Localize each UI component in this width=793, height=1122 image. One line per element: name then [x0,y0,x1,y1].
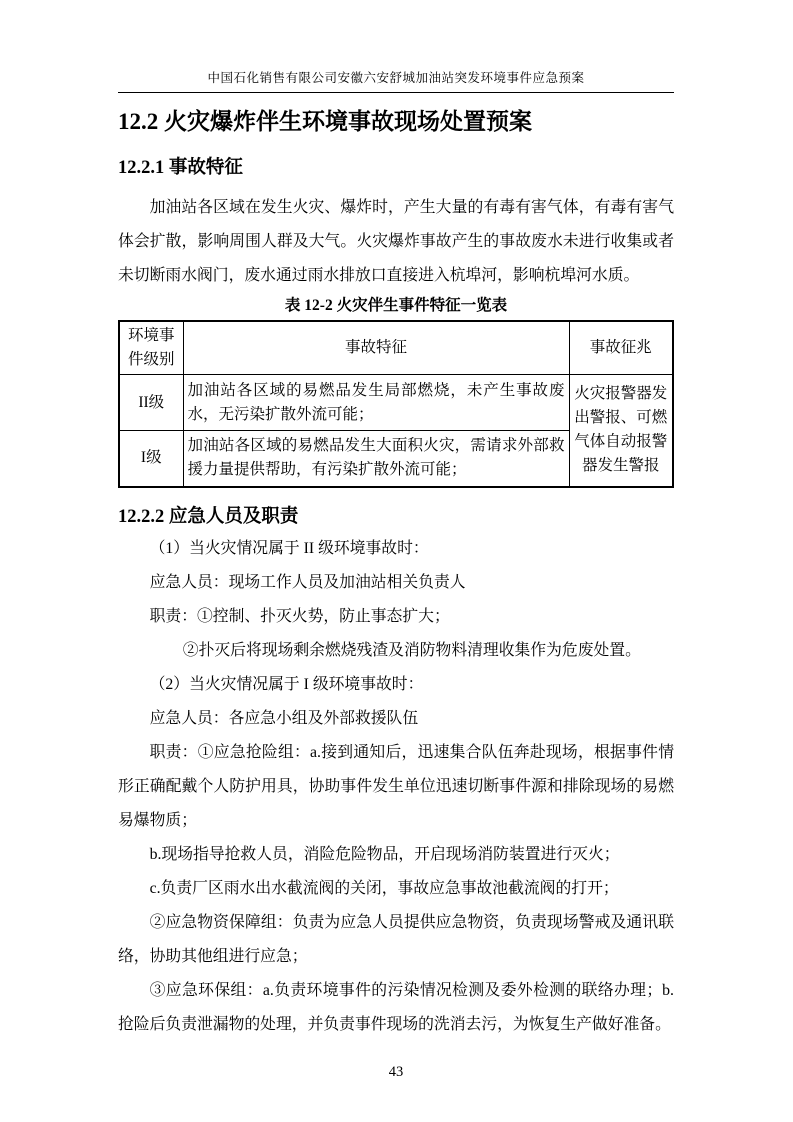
section-title-12-2: 12.2 火灾爆炸伴生环境事故现场处置预案 [118,109,532,134]
paragraph-rescue-group-a: 职责：①应急抢险组：a.接到通知后，迅速集合队伍奔赴现场，根据事件情形正确配戴个人防护用具，协助事件发生单位迅速切断事件源和排除现场的易燃易爆物质； [118,743,674,829]
table-header-row [119,321,673,375]
column-header-level: 环境事件级别 [119,321,183,375]
feature-cell: 加油站各区域的易燃品发生大面积火灾，需请求外部救援力量提供帮助，有污染扩散外流可能； [183,431,569,487]
table-caption: 表 12-2 火灾伴生事件特征一览表 [284,297,508,314]
heading-12-2-2: 12.2.2 应急人员及职责 [118,506,299,527]
column-header-feature: 事故特征 [183,321,569,375]
paragraph-level1-condition: （2）当火灾情况属于 I 级环境事故时： [149,675,424,693]
heading-12-2-1: 12.2.1 事故特征 [118,158,243,178]
paragraph-environment-group: ③应急环保组：a.负责环境事件的污染情况检测及委外检测的联络办理；b.抢险后负责泄漏物的处理，并负责事件现场的洗消去污，为恢复生产做好准备。 [118,981,674,1033]
page-number: 43 [388,1063,404,1080]
page-header [118,70,674,93]
accident-features-paragraph: 加油站各区域在发生火灾、爆炸时，产生大量的有毒有害气体，有毒有害气体会扩散，影响周围人群及大气。火灾爆炸事故产生的事故废水未进行收集或者未切断雨水阀门，废水通过雨水排放口直接进入杭埠河，影响杭埠河水质。 [118,199,674,284]
paragraph-level2-condition: （1）当火灾情况属于 II 级环境事故时： [149,539,429,557]
table-row [119,375,673,431]
paragraph-level2-personnel: 应急人员：现场工作人员及加油站相关负责人 [149,573,466,591]
feature-cell: 加油站各区域的易燃品发生局部燃烧，未产生事故废水，无污染扩散外流可能； [183,375,569,431]
fire-event-feature-table [118,320,674,488]
sign-cell: 火灾报警器发出警报、可燃气体自动报警器发生警报 [569,375,673,487]
paragraph-supply-group: ②应急物资保障组：负责为应急人员提供应急物资，负责现场警戒及通讯联络，协助其他组进行应急； [118,913,674,965]
paragraph-level2-duty-1: 职责：①控制、扑灭火势，防止事态扩大； [149,607,450,625]
level-cell: I级 [119,431,183,487]
level-cell: II级 [119,375,183,431]
column-header-sign: 事故征兆 [569,321,673,375]
paragraph-level1-personnel: 应急人员：各应急小组及外部救援队伍 [149,709,419,727]
paragraph-rescue-group-c: c.负责厂区雨水出水截流阀的关闭，事故应急事故池截流阀的打开； [149,879,619,897]
paragraph-rescue-group-b: b.现场指导抢救人员，消险危险物品，开启现场消防装置进行灭火； [149,845,620,863]
paragraph-level2-duty-2: ②扑灭后将现场剩余燃烧残渣及消防物料清理收集作为危废处置。 [182,641,641,659]
header-title: 中国石化销售有限公司安徽六安舒城加油站突发环境事件应急预案 [207,71,585,85]
